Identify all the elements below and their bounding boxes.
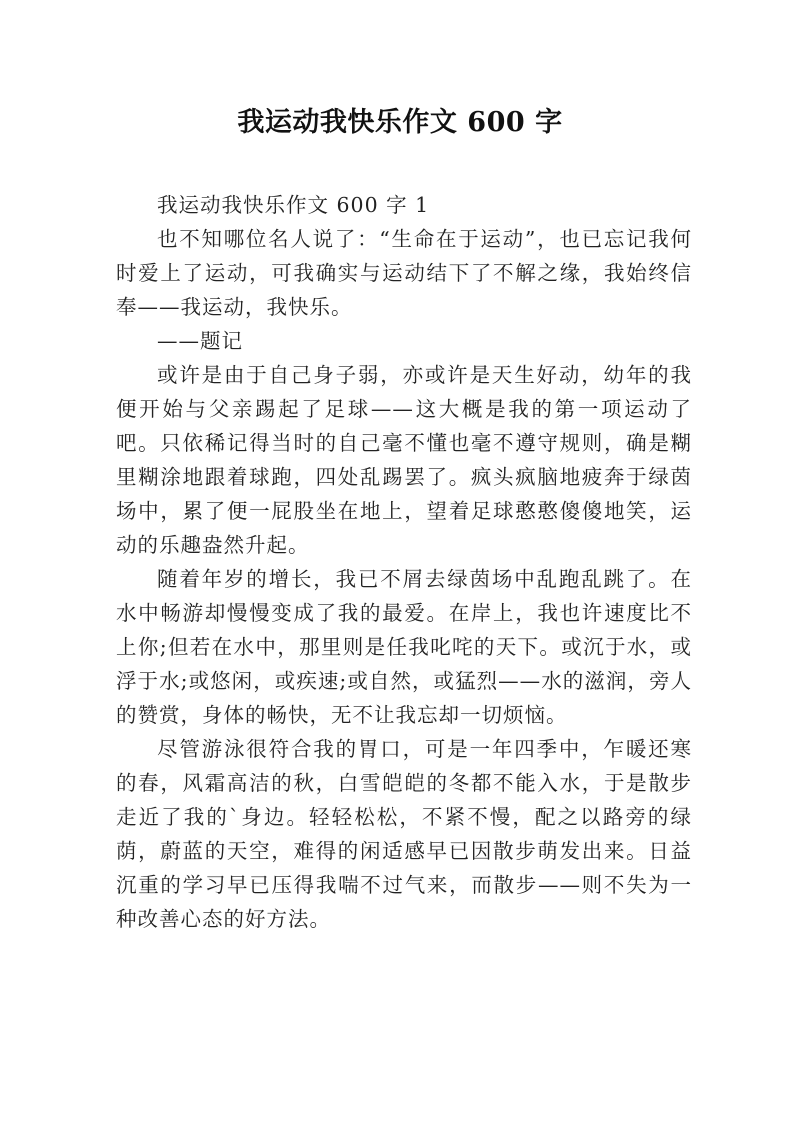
document-body bbox=[116, 188, 692, 936]
paragraph-football: 或许是由于自己身子弱，亦或许是天生好动，幼年的我便开始与父亲踢起了足球——这大概是我的第一项运动了吧。只依稀记得当时的自己毫不懂也毫不遵守规则，确是糊里糊涂地跟着球跑，四处乱踢罢了。疯头疯脑地疲奔于绿茵场中，累了便一屁股坐在地上，望着足球憨憨傻傻地笑，运动的乐趣盎然升起。 bbox=[116, 363, 692, 557]
document-title: 我运动我快乐作文 600 字 bbox=[237, 107, 563, 138]
paragraph-walking: 尽管游泳很符合我的胃口，可是一年四季中，乍暖还寒的春，风霜高洁的秋，白雪皑皑的冬都不能入水，于是散步走近了我的`身边。轻轻松松，不紧不慢，配之以路旁的绿荫，蔚蓝的天空，难得的闲适感早已因散步萌发出来。日益沉重的学习早已压得我喘不过气来，而散步——则不失为一种改善心态的好方法。 bbox=[116, 737, 692, 931]
paragraph-swimming: 随着年岁的增长，我已不屑去绿茵场中乱跑乱跳了。在水中畅游却慢慢变成了我的最爱。在岸上，我也许速度比不上你;但若在水中，那里则是任我叱咤的天下。或沉于水，或浮于水;或悠闲，或疾速;或自然，或猛烈——水的滋润，旁人的赞赏，身体的畅快，无不让我忘却一切烦恼。 bbox=[116, 567, 692, 727]
epigraph-attribution: ——题记 bbox=[157, 329, 243, 353]
subtitle-line: 我运动我快乐作文 600 字 1 bbox=[157, 193, 430, 217]
paragraph-epigraph: 也不知哪位名人说了：“生命在于运动”，也已忘记我何时爱上了运动，可我确实与运动结下了不解之缘，我始终信奉——我运动，我快乐。 bbox=[116, 227, 692, 319]
